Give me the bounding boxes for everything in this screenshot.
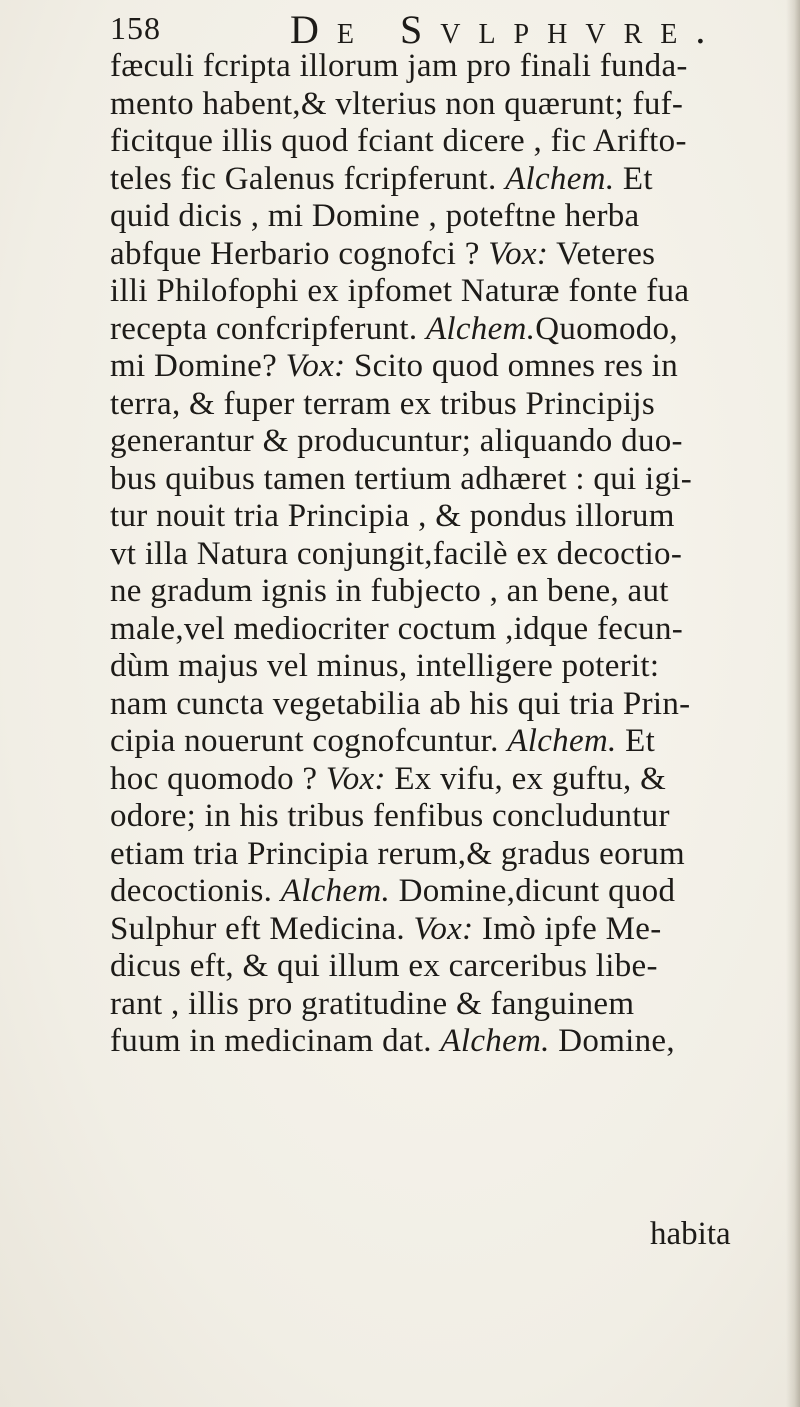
text-line: generantur & producuntur; aliquando duo- — [110, 423, 683, 459]
text-line: tur nouit tria Principia , & pondus illorum — [110, 498, 675, 534]
text-line: recepta confcripferunt. Alchem.Quomodo, — [110, 310, 678, 347]
text-line: abfque Herbario cognofci ? Vox: Veteres — [110, 235, 656, 272]
text-line: mi Domine? Vox: Scito quod omnes res in — [110, 348, 679, 384]
text-line: vt illa Natura conjungit,facilè ex decoctio- — [110, 535, 683, 572]
text-line: dùm majus vel minus, intelligere poterit: — [110, 648, 660, 684]
text-line: rant , illis pro gratitudine & fanguinem — [110, 985, 635, 1022]
text-line: decoctionis. Alchem. Domine,dicunt quod — [110, 873, 676, 909]
text-line: nam cuncta vegetabilia ab his qui tria Prin- — [110, 685, 691, 722]
text-line: dicus eft, & qui illum ex carceribus libe- — [110, 948, 658, 984]
body-text — [110, 48, 790, 1061]
text-line: quid dicis , mi Domine , poteftne herba — [110, 198, 640, 234]
text-line: terra, & fuper terram ex tribus Principijs — [110, 385, 656, 422]
text-line: teles fic Galenus fcripferunt. Alchem. Et — [110, 160, 653, 197]
text-line: mento habent,& vlterius non quærunt; fuf- — [110, 85, 684, 122]
running-title: De Svlphvre. — [290, 7, 724, 52]
text-line: etiam tria Principia rerum,& gradus eorum — [110, 835, 685, 872]
page-header — [110, 2, 770, 54]
text-line: fæculi fcripta illorum jam pro finali funda- — [110, 48, 688, 84]
text-line: illi Philofophi ex ipfomet Naturæ fonte fua — [110, 273, 690, 309]
text-line: bus quibus tamen tertium adhæret : qui igi- — [110, 460, 693, 497]
text-line: male,vel mediocriter coctum ,idque fecun- — [110, 610, 684, 647]
text-line: fuum in medicinam dat. Alchem. Domine, — [110, 1023, 675, 1059]
text-line: odore; in his tribus fenfibus concluduntur — [110, 798, 670, 834]
catchword: habita — [650, 1216, 731, 1252]
text-line: cipia nouerunt cognofcuntur. Alchem. Et — [110, 723, 656, 759]
text-line: ne gradum ignis in fubjecto , an bene, aut — [110, 573, 669, 609]
text-line: Sulphur eft Medicina. Vox: Imò ipfe Me- — [110, 910, 662, 947]
text-line: ficitque illis quod fciant dicere , fic Arifto- — [110, 123, 687, 159]
text-line: hoc quomodo ? Vox: Ex vifu, ex guftu, & — [110, 760, 667, 797]
page-number: 158 — [110, 10, 161, 46]
